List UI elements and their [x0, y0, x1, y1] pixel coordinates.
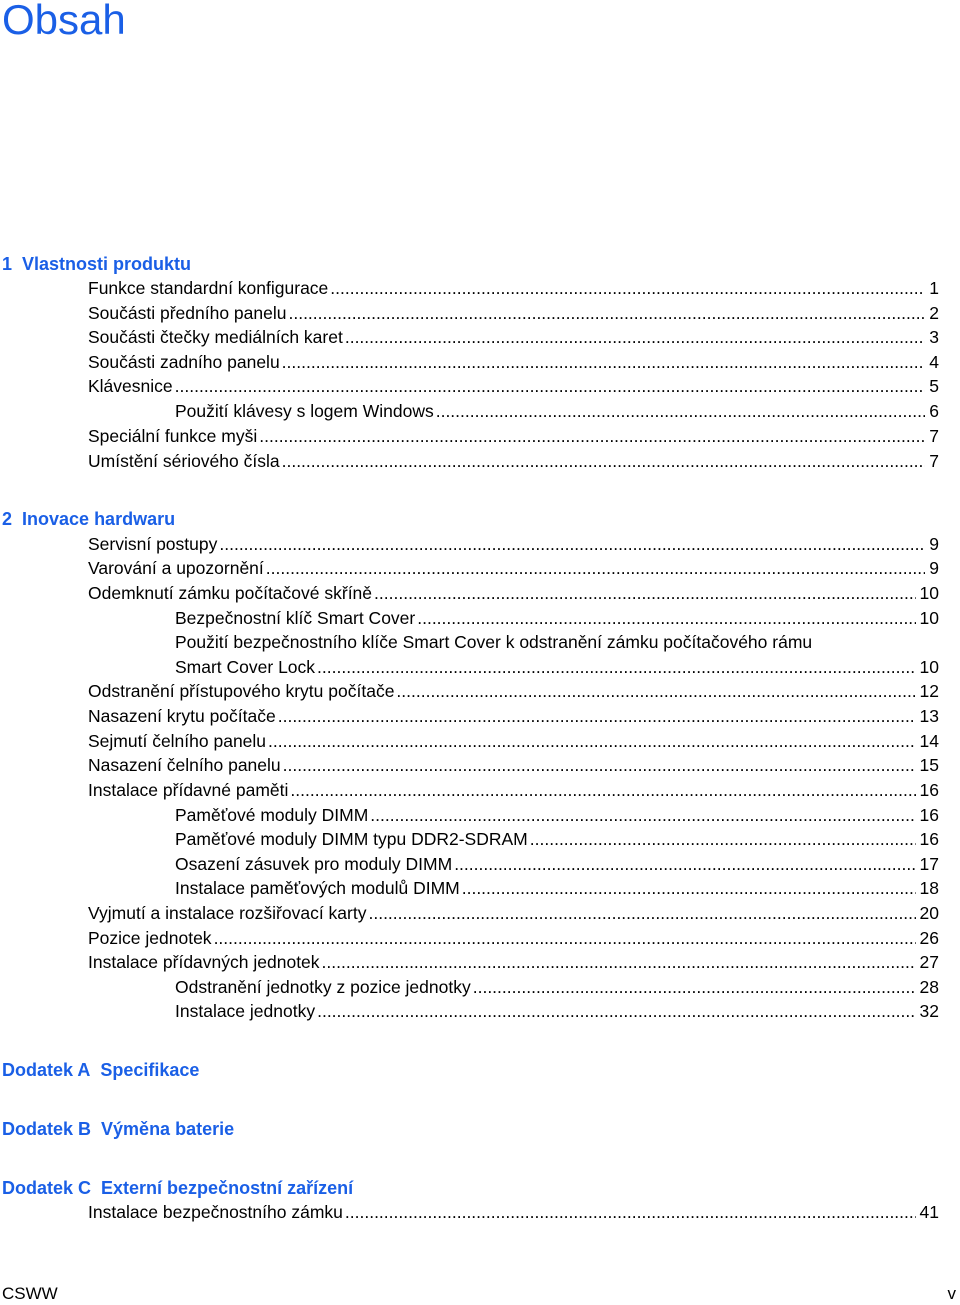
page-title: Obsah — [2, 0, 126, 43]
appendix-title: Specifikace — [100, 1060, 200, 1080]
toc-entry[interactable] — [88, 951, 939, 973]
toc-entry-label: Bezpečnostní klíč Smart Cover — [175, 608, 416, 628]
dot-leader — [317, 656, 915, 678]
dot-leader — [290, 779, 915, 801]
toc-entry-label: Instalace paměťových modulů DIMM — [175, 878, 460, 898]
toc-entry-page: 10 — [919, 583, 939, 603]
footer-doc-id: CSWW — [2, 1284, 58, 1303]
toc-entry-label: Součásti čtečky mediálních karet — [88, 327, 343, 347]
toc-entry-label: Varování a upozornění — [88, 558, 264, 578]
toc-entry-page: 41 — [919, 1202, 939, 1222]
dot-leader — [175, 375, 926, 397]
chapter-heading[interactable] — [2, 253, 191, 275]
dot-leader — [370, 804, 915, 826]
chapter-title: Inovace hardwaru — [22, 509, 176, 529]
toc-entry[interactable] — [88, 1201, 939, 1223]
toc-entry-page: 16 — [919, 805, 939, 825]
toc-entry-page: 1 — [929, 278, 939, 298]
toc-entry-label: Odstranění přístupového krytu počítače — [88, 681, 395, 701]
appendix-number: Dodatek A — [2, 1060, 91, 1080]
toc-entry-label-wrapped[interactable]: Použití bezpečnostního klíče Smart Cover k odstranění zámku počítačového rámu — [175, 632, 813, 652]
dot-leader — [530, 828, 916, 850]
toc-entry[interactable] — [88, 351, 939, 373]
toc-entry-label: Použití klávesy s logem Windows — [175, 401, 434, 421]
appendix-heading[interactable] — [2, 1059, 199, 1081]
toc-subentry[interactable] — [175, 976, 939, 998]
toc-entry[interactable] — [88, 302, 939, 324]
dot-leader — [282, 450, 926, 472]
toc-entry-page: 16 — [919, 780, 939, 800]
dot-leader — [214, 927, 916, 949]
toc-entry-page: 6 — [929, 401, 939, 421]
toc-entry-page: 17 — [919, 854, 939, 874]
chapter-heading[interactable] — [2, 508, 175, 530]
toc-subentry[interactable] — [175, 656, 939, 678]
toc-entry-label: Sejmutí čelního panelu — [88, 731, 267, 751]
toc-entry-page: 3 — [929, 327, 939, 347]
dot-leader — [462, 877, 916, 899]
toc-entry-label: Instalace přídavné paměti — [88, 780, 289, 800]
toc-entry-page: 4 — [929, 352, 939, 372]
dot-leader — [268, 730, 915, 752]
dot-leader — [259, 425, 925, 447]
toc-subentry[interactable] — [175, 607, 939, 629]
toc-entry-label: Pozice jednotek — [88, 928, 212, 948]
toc-entry-page: 32 — [919, 1001, 939, 1021]
dot-leader — [322, 951, 916, 973]
toc-subentry[interactable] — [175, 828, 939, 850]
toc-entry[interactable] — [88, 902, 939, 924]
toc-entry-label: Speciální funkce myši — [88, 426, 258, 446]
toc-entry-label: Odstranění jednotky z pozice jednotky — [175, 977, 471, 997]
toc-entry-label: Servisní postupy — [88, 534, 218, 554]
toc-entry[interactable] — [88, 582, 939, 604]
toc-entry-page: 9 — [929, 534, 939, 554]
toc-entry-label: Nasazení krytu počítače — [88, 706, 276, 726]
appendix-title: Externí bezpečnostní zařízení — [101, 1178, 354, 1198]
toc-subentry[interactable] — [175, 804, 939, 826]
toc-entry-label: Instalace přídavných jednotek — [88, 952, 320, 972]
appendix-title: Výměna baterie — [101, 1119, 235, 1139]
toc-entry-page: 2 — [929, 303, 939, 323]
toc-entry-label: Nasazení čelního panelu — [88, 755, 281, 775]
appendix-heading[interactable] — [2, 1118, 234, 1140]
dot-leader — [317, 1000, 915, 1022]
toc-subentry[interactable] — [175, 400, 939, 422]
toc-entry-page: 26 — [919, 928, 939, 948]
toc-entry-page: 20 — [919, 903, 939, 923]
toc-entry-page: 12 — [919, 681, 939, 701]
chapter-title: Vlastnosti produktu — [22, 254, 192, 274]
dot-leader — [368, 902, 915, 924]
toc-entry[interactable] — [88, 533, 939, 555]
toc-entry-page: 13 — [919, 706, 939, 726]
toc-entry-page: 16 — [919, 829, 939, 849]
toc-entry-page: 7 — [929, 451, 939, 471]
toc-entry-page: 7 — [929, 426, 939, 446]
dot-leader — [288, 302, 925, 324]
dot-leader — [330, 277, 925, 299]
toc-entry-page: 10 — [919, 657, 939, 677]
chapter-number: 1 — [2, 254, 13, 274]
toc-entry[interactable] — [88, 326, 939, 348]
toc-entry-page: 10 — [919, 608, 939, 628]
dot-leader — [374, 582, 916, 604]
toc-entry-page: 18 — [919, 878, 939, 898]
dot-leader — [345, 1201, 916, 1223]
toc-entry-label: Umístění sériového čísla — [88, 451, 280, 471]
toc-subentry[interactable] — [175, 853, 939, 875]
dot-leader — [282, 351, 926, 373]
toc-entry[interactable] — [88, 277, 939, 299]
toc-entry-label: Funkce standardní konfigurace — [88, 278, 329, 298]
toc-entry[interactable] — [88, 754, 939, 776]
dot-leader — [345, 326, 925, 348]
dot-leader — [219, 533, 925, 555]
toc-entry-label: Součásti zadního panelu — [88, 352, 280, 372]
toc-entry-label: Klávesnice — [88, 376, 173, 396]
toc-entry[interactable] — [88, 375, 939, 397]
dot-leader — [454, 853, 915, 875]
toc-entry-label: Paměťové moduly DIMM typu DDR2-SDRAM — [175, 829, 528, 849]
toc-entry-label: Paměťové moduly DIMM — [175, 805, 369, 825]
toc-entry[interactable] — [88, 927, 939, 949]
toc-entry-label: Instalace bezpečnostního zámku — [88, 1202, 343, 1222]
dot-leader — [283, 754, 916, 776]
dot-leader — [396, 680, 915, 702]
toc-entry[interactable] — [88, 680, 939, 702]
dot-leader — [417, 607, 915, 629]
dot-leader — [473, 976, 916, 998]
toc-entry[interactable] — [88, 450, 939, 472]
footer-page-number: v — [947, 1284, 956, 1303]
toc-subentry[interactable] — [175, 877, 939, 899]
toc-entry[interactable] — [88, 705, 939, 727]
toc-entry[interactable] — [88, 779, 939, 801]
toc-entry-label: Instalace jednotky — [175, 1001, 316, 1021]
toc-entry-label: Součásti předního panelu — [88, 303, 287, 323]
toc-entry[interactable] — [88, 425, 939, 447]
appendix-number: Dodatek B — [2, 1119, 92, 1139]
toc-entry-label: Odemknutí zámku počítačové skříně — [88, 583, 373, 603]
toc-entry[interactable] — [88, 557, 939, 579]
toc-subentry[interactable] — [175, 1000, 939, 1022]
toc-entry-label: Smart Cover Lock — [175, 657, 316, 677]
toc-entry-page: 28 — [919, 977, 939, 997]
toc-entry-label: Osazení zásuvek pro moduly DIMM — [175, 854, 453, 874]
toc-entry-label: Vyjmutí a instalace rozšiřovací karty — [88, 903, 367, 923]
toc-entry-page: 27 — [919, 952, 939, 972]
appendix-number: Dodatek C — [2, 1178, 92, 1198]
toc-entry-page: 15 — [919, 755, 939, 775]
chapter-number: 2 — [2, 509, 13, 529]
dot-leader — [266, 557, 925, 579]
dot-leader — [278, 705, 916, 727]
dot-leader — [436, 400, 926, 422]
toc-entry[interactable] — [88, 730, 939, 752]
appendix-heading[interactable] — [2, 1177, 353, 1199]
toc-entry-page: 9 — [929, 558, 939, 578]
toc-entry-page: 5 — [929, 376, 939, 396]
toc-entry-page: 14 — [919, 731, 939, 751]
